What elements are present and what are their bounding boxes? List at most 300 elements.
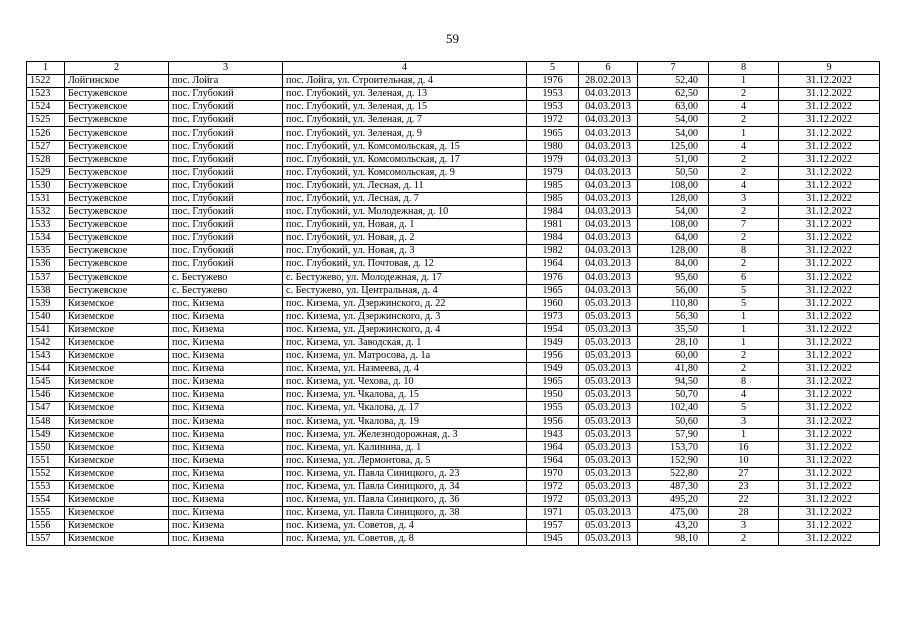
date-cell: 05.03.2013: [579, 415, 638, 428]
table-row: [27, 507, 880, 520]
residents-cell: 3: [709, 192, 779, 205]
deadline-cell: 31.12.2022: [779, 507, 880, 520]
settlement-cell: Бестужевское: [65, 179, 169, 192]
deadline-cell: 31.12.2022: [779, 441, 880, 454]
row-number-cell: 1546: [27, 389, 65, 402]
table-row: [27, 310, 880, 323]
date-cell: 05.03.2013: [579, 336, 638, 349]
year-built-cell: 1943: [527, 428, 579, 441]
table-row: [27, 166, 880, 179]
year-built-cell: 1982: [527, 245, 579, 258]
locality-cell: пос. Глубокий: [169, 245, 283, 258]
year-built-cell: 1976: [527, 271, 579, 284]
residents-cell: 3: [709, 415, 779, 428]
table-row: [27, 206, 880, 219]
area-cell: 125,00: [638, 140, 709, 153]
row-number-cell: 1552: [27, 467, 65, 480]
area-cell: 84,00: [638, 258, 709, 271]
row-number-cell: 1528: [27, 153, 65, 166]
row-number-cell: 1556: [27, 520, 65, 533]
deadline-cell: 31.12.2022: [779, 101, 880, 114]
table-row: [27, 271, 880, 284]
area-cell: 41,80: [638, 363, 709, 376]
date-cell: 28.02.2013: [579, 75, 638, 88]
area-cell: 98,10: [638, 533, 709, 546]
address-cell: пос. Кизема, ул. Дзержинского, д. 3: [283, 310, 527, 323]
row-number-cell: 1539: [27, 297, 65, 310]
column-header: 5: [527, 62, 579, 75]
deadline-cell: 31.12.2022: [779, 481, 880, 494]
locality-cell: пос. Кизема: [169, 428, 283, 441]
area-cell: 57,90: [638, 428, 709, 441]
settlement-cell: Бестужевское: [65, 271, 169, 284]
residents-cell: 2: [709, 206, 779, 219]
deadline-cell: 31.12.2022: [779, 245, 880, 258]
area-cell: 28,10: [638, 336, 709, 349]
locality-cell: пос. Кизема: [169, 389, 283, 402]
column-header: 4: [283, 62, 527, 75]
row-number-cell: 1532: [27, 206, 65, 219]
deadline-cell: 31.12.2022: [779, 350, 880, 363]
row-number-cell: 1524: [27, 101, 65, 114]
date-cell: 05.03.2013: [579, 310, 638, 323]
settlement-cell: Киземское: [65, 376, 169, 389]
table-row: [27, 179, 880, 192]
row-number-cell: 1550: [27, 441, 65, 454]
residents-cell: 1: [709, 323, 779, 336]
year-built-cell: 1960: [527, 297, 579, 310]
locality-cell: пос. Кизема: [169, 336, 283, 349]
locality-cell: пос. Глубокий: [169, 219, 283, 232]
table-row: [27, 467, 880, 480]
area-cell: 128,00: [638, 192, 709, 205]
year-built-cell: 1945: [527, 533, 579, 546]
date-cell: 05.03.2013: [579, 389, 638, 402]
settlement-cell: Бестужевское: [65, 206, 169, 219]
deadline-cell: 31.12.2022: [779, 323, 880, 336]
row-number-cell: 1529: [27, 166, 65, 179]
date-cell: 04.03.2013: [579, 140, 638, 153]
deadline-cell: 31.12.2022: [779, 376, 880, 389]
address-cell: пос. Глубокий, ул. Новая, д. 1: [283, 219, 527, 232]
locality-cell: пос. Глубокий: [169, 232, 283, 245]
table-row: [27, 533, 880, 546]
row-number-cell: 1554: [27, 494, 65, 507]
table-row: [27, 153, 880, 166]
date-cell: 05.03.2013: [579, 323, 638, 336]
year-built-cell: 1980: [527, 140, 579, 153]
residents-cell: 2: [709, 533, 779, 546]
area-cell: 51,00: [638, 153, 709, 166]
date-cell: 04.03.2013: [579, 232, 638, 245]
residents-cell: 4: [709, 140, 779, 153]
row-number-cell: 1544: [27, 363, 65, 376]
row-number-cell: 1526: [27, 127, 65, 140]
row-number-cell: 1551: [27, 454, 65, 467]
table-header-row: [27, 62, 880, 75]
column-header: 7: [638, 62, 709, 75]
area-cell: 475,00: [638, 507, 709, 520]
year-built-cell: 1957: [527, 520, 579, 533]
table-row: [27, 454, 880, 467]
residents-cell: 5: [709, 297, 779, 310]
deadline-cell: 31.12.2022: [779, 75, 880, 88]
row-number-cell: 1540: [27, 310, 65, 323]
locality-cell: пос. Глубокий: [169, 127, 283, 140]
locality-cell: пос. Кизема: [169, 350, 283, 363]
row-number-cell: 1525: [27, 114, 65, 127]
column-header: 1: [27, 62, 65, 75]
row-number-cell: 1543: [27, 350, 65, 363]
address-cell: пос. Кизема, ул. Советов, д. 4: [283, 520, 527, 533]
settlement-cell: Киземское: [65, 297, 169, 310]
row-number-cell: 1555: [27, 507, 65, 520]
year-built-cell: 1976: [527, 75, 579, 88]
table-row: [27, 140, 880, 153]
year-built-cell: 1965: [527, 284, 579, 297]
table-row: [27, 494, 880, 507]
locality-cell: пос. Кизема: [169, 376, 283, 389]
settlement-cell: Киземское: [65, 350, 169, 363]
residents-cell: 4: [709, 389, 779, 402]
area-cell: 52,40: [638, 75, 709, 88]
address-cell: пос. Кизема, ул. Дзержинского, д. 4: [283, 323, 527, 336]
settlement-cell: Бестужевское: [65, 88, 169, 101]
column-header: 6: [579, 62, 638, 75]
table-row: [27, 258, 880, 271]
residents-cell: 22: [709, 494, 779, 507]
area-cell: 152,90: [638, 454, 709, 467]
residents-cell: 1: [709, 310, 779, 323]
date-cell: 04.03.2013: [579, 166, 638, 179]
residents-cell: 16: [709, 441, 779, 454]
locality-cell: пос. Кизема: [169, 520, 283, 533]
date-cell: 04.03.2013: [579, 258, 638, 271]
area-cell: 62,50: [638, 88, 709, 101]
locality-cell: пос. Кизема: [169, 533, 283, 546]
area-cell: 128,00: [638, 245, 709, 258]
locality-cell: пос. Лойга: [169, 75, 283, 88]
table-row: [27, 297, 880, 310]
date-cell: 04.03.2013: [579, 127, 638, 140]
deadline-cell: 31.12.2022: [779, 363, 880, 376]
locality-cell: с. Бестужево: [169, 284, 283, 297]
area-cell: 110,80: [638, 297, 709, 310]
row-number-cell: 1553: [27, 481, 65, 494]
residents-cell: 2: [709, 166, 779, 179]
date-cell: 05.03.2013: [579, 507, 638, 520]
table-row: [27, 402, 880, 415]
address-cell: пос. Глубокий, ул. Зеленая, д. 15: [283, 101, 527, 114]
year-built-cell: 1985: [527, 179, 579, 192]
area-cell: 63,00: [638, 101, 709, 114]
date-cell: 04.03.2013: [579, 192, 638, 205]
locality-cell: пос. Глубокий: [169, 206, 283, 219]
area-cell: 60,00: [638, 350, 709, 363]
deadline-cell: 31.12.2022: [779, 494, 880, 507]
locality-cell: пос. Кизема: [169, 507, 283, 520]
date-cell: 05.03.2013: [579, 520, 638, 533]
date-cell: 05.03.2013: [579, 363, 638, 376]
year-built-cell: 1964: [527, 258, 579, 271]
locality-cell: пос. Глубокий: [169, 258, 283, 271]
residents-cell: 2: [709, 350, 779, 363]
deadline-cell: 31.12.2022: [779, 179, 880, 192]
table-row: [27, 363, 880, 376]
settlement-cell: Бестужевское: [65, 219, 169, 232]
year-built-cell: 1954: [527, 323, 579, 336]
deadline-cell: 31.12.2022: [779, 219, 880, 232]
locality-cell: пос. Глубокий: [169, 140, 283, 153]
locality-cell: пос. Глубокий: [169, 166, 283, 179]
row-number-cell: 1547: [27, 402, 65, 415]
date-cell: 04.03.2013: [579, 219, 638, 232]
year-built-cell: 1984: [527, 232, 579, 245]
area-cell: 56,30: [638, 310, 709, 323]
year-built-cell: 1970: [527, 467, 579, 480]
locality-cell: пос. Кизема: [169, 415, 283, 428]
locality-cell: пос. Кизема: [169, 402, 283, 415]
deadline-cell: 31.12.2022: [779, 297, 880, 310]
residents-cell: 1: [709, 336, 779, 349]
settlement-cell: Бестужевское: [65, 192, 169, 205]
deadline-cell: 31.12.2022: [779, 454, 880, 467]
address-cell: пос. Лойга, ул. Строительная, д. 4: [283, 75, 527, 88]
residents-cell: 2: [709, 153, 779, 166]
year-built-cell: 1979: [527, 166, 579, 179]
column-header: 3: [169, 62, 283, 75]
deadline-cell: 31.12.2022: [779, 166, 880, 179]
date-cell: 04.03.2013: [579, 271, 638, 284]
area-cell: 102,40: [638, 402, 709, 415]
area-cell: 94,50: [638, 376, 709, 389]
year-built-cell: 1964: [527, 454, 579, 467]
date-cell: 04.03.2013: [579, 206, 638, 219]
settlement-cell: Бестужевское: [65, 153, 169, 166]
area-cell: 50,50: [638, 166, 709, 179]
residents-cell: 28: [709, 507, 779, 520]
deadline-cell: 31.12.2022: [779, 336, 880, 349]
year-built-cell: 1953: [527, 101, 579, 114]
table-row: [27, 441, 880, 454]
table-body: [27, 62, 880, 546]
address-cell: пос. Кизема, ул. Матросова, д. 1а: [283, 350, 527, 363]
locality-cell: пос. Кизема: [169, 297, 283, 310]
year-built-cell: 1971: [527, 507, 579, 520]
settlement-cell: Киземское: [65, 533, 169, 546]
year-built-cell: 1953: [527, 88, 579, 101]
address-cell: пос. Кизема, ул. Железнодорожная, д. 3: [283, 428, 527, 441]
residents-cell: 5: [709, 402, 779, 415]
deadline-cell: 31.12.2022: [779, 402, 880, 415]
row-number-cell: 1534: [27, 232, 65, 245]
row-number-cell: 1530: [27, 179, 65, 192]
deadline-cell: 31.12.2022: [779, 140, 880, 153]
area-cell: 54,00: [638, 206, 709, 219]
settlement-cell: Киземское: [65, 363, 169, 376]
year-built-cell: 1973: [527, 310, 579, 323]
table-row: [27, 336, 880, 349]
settlement-cell: Киземское: [65, 402, 169, 415]
deadline-cell: 31.12.2022: [779, 114, 880, 127]
area-cell: 522,80: [638, 467, 709, 480]
locality-cell: пос. Кизема: [169, 363, 283, 376]
area-cell: 54,00: [638, 114, 709, 127]
settlement-cell: Киземское: [65, 441, 169, 454]
area-cell: 50,60: [638, 415, 709, 428]
deadline-cell: 31.12.2022: [779, 206, 880, 219]
settlement-cell: Лойгинское: [65, 75, 169, 88]
settlement-cell: Киземское: [65, 415, 169, 428]
table-row: [27, 389, 880, 402]
deadline-cell: 31.12.2022: [779, 88, 880, 101]
area-cell: 43,20: [638, 520, 709, 533]
year-built-cell: 1956: [527, 415, 579, 428]
page-number: 59: [446, 31, 459, 46]
address-cell: пос. Кизема, ул. Павла Синицкого, д. 34: [283, 481, 527, 494]
year-built-cell: 1972: [527, 494, 579, 507]
area-cell: 495,20: [638, 494, 709, 507]
settlement-cell: Бестужевское: [65, 127, 169, 140]
locality-cell: пос. Кизема: [169, 481, 283, 494]
deadline-cell: 31.12.2022: [779, 428, 880, 441]
date-cell: 05.03.2013: [579, 454, 638, 467]
area-cell: 487,30: [638, 481, 709, 494]
settlement-cell: Киземское: [65, 454, 169, 467]
row-number-cell: 1531: [27, 192, 65, 205]
table-row: [27, 481, 880, 494]
settlement-cell: Бестужевское: [65, 245, 169, 258]
date-cell: 05.03.2013: [579, 494, 638, 507]
locality-cell: пос. Глубокий: [169, 153, 283, 166]
locality-cell: пос. Кизема: [169, 323, 283, 336]
table-row: [27, 350, 880, 363]
locality-cell: пос. Глубокий: [169, 101, 283, 114]
table-row: [27, 232, 880, 245]
table-row: [27, 219, 880, 232]
year-built-cell: 1965: [527, 127, 579, 140]
residents-cell: 10: [709, 454, 779, 467]
address-cell: пос. Глубокий, ул. Лесная, д. 11: [283, 179, 527, 192]
table-row: [27, 428, 880, 441]
area-cell: 64,00: [638, 232, 709, 245]
settlement-cell: Киземское: [65, 428, 169, 441]
address-cell: пос. Глубокий, ул. Зеленая, д. 7: [283, 114, 527, 127]
deadline-cell: 31.12.2022: [779, 127, 880, 140]
settlement-cell: Киземское: [65, 310, 169, 323]
settlement-cell: Киземское: [65, 520, 169, 533]
locality-cell: пос. Кизема: [169, 467, 283, 480]
area-cell: 108,00: [638, 219, 709, 232]
column-header: 9: [779, 62, 880, 75]
locality-cell: пос. Кизема: [169, 454, 283, 467]
residents-cell: 1: [709, 127, 779, 140]
area-cell: 35,50: [638, 323, 709, 336]
date-cell: 04.03.2013: [579, 101, 638, 114]
residents-cell: 2: [709, 232, 779, 245]
date-cell: 04.03.2013: [579, 284, 638, 297]
address-cell: пос. Кизема, ул. Советов, д. 8: [283, 533, 527, 546]
year-built-cell: 1955: [527, 402, 579, 415]
row-number-cell: 1545: [27, 376, 65, 389]
deadline-cell: 31.12.2022: [779, 258, 880, 271]
deadline-cell: 31.12.2022: [779, 153, 880, 166]
table-row: [27, 101, 880, 114]
table-row: [27, 245, 880, 258]
year-built-cell: 1956: [527, 350, 579, 363]
address-cell: пос. Глубокий, ул. Зеленая, д. 13: [283, 88, 527, 101]
row-number-cell: 1533: [27, 219, 65, 232]
residents-cell: 4: [709, 179, 779, 192]
year-built-cell: 1981: [527, 219, 579, 232]
settlement-cell: Бестужевское: [65, 232, 169, 245]
deadline-cell: 31.12.2022: [779, 310, 880, 323]
column-header: 8: [709, 62, 779, 75]
locality-cell: с. Бестужево: [169, 271, 283, 284]
row-number-cell: 1536: [27, 258, 65, 271]
address-cell: пос. Кизема, ул. Чкалова, д. 15: [283, 389, 527, 402]
residents-cell: 5: [709, 284, 779, 297]
date-cell: 04.03.2013: [579, 153, 638, 166]
residents-cell: 3: [709, 520, 779, 533]
row-number-cell: 1549: [27, 428, 65, 441]
table-row: [27, 376, 880, 389]
table-row: [27, 75, 880, 88]
table-row: [27, 520, 880, 533]
address-cell: пос. Кизема, ул. Назмеева, д. 4: [283, 363, 527, 376]
table-row: [27, 127, 880, 140]
date-cell: 05.03.2013: [579, 350, 638, 363]
settlement-cell: Киземское: [65, 494, 169, 507]
row-number-cell: 1527: [27, 140, 65, 153]
year-built-cell: 1979: [527, 153, 579, 166]
year-built-cell: 1972: [527, 481, 579, 494]
residents-cell: 7: [709, 219, 779, 232]
year-built-cell: 1950: [527, 389, 579, 402]
table-row: [27, 415, 880, 428]
address-cell: пос. Кизема, ул. Дзержинского, д. 22: [283, 297, 527, 310]
date-cell: 05.03.2013: [579, 297, 638, 310]
date-cell: 04.03.2013: [579, 88, 638, 101]
address-cell: пос. Кизема, ул. Лермонтова, д. 5: [283, 454, 527, 467]
locality-cell: пос. Глубокий: [169, 88, 283, 101]
row-number-cell: 1535: [27, 245, 65, 258]
address-cell: с. Бестужево, ул. Центральная, д. 4: [283, 284, 527, 297]
row-number-cell: 1522: [27, 75, 65, 88]
address-cell: пос. Кизема, ул. Павла Синицкого, д. 36: [283, 494, 527, 507]
date-cell: 05.03.2013: [579, 467, 638, 480]
date-cell: 04.03.2013: [579, 245, 638, 258]
column-header: 2: [65, 62, 169, 75]
locality-cell: пос. Глубокий: [169, 179, 283, 192]
address-cell: пос. Кизема, ул. Чкалова, д. 19: [283, 415, 527, 428]
residents-cell: 1: [709, 428, 779, 441]
address-cell: пос. Кизема, ул. Чехова, д. 10: [283, 376, 527, 389]
locality-cell: пос. Кизема: [169, 441, 283, 454]
settlement-cell: Киземское: [65, 467, 169, 480]
settlement-cell: Киземское: [65, 481, 169, 494]
area-cell: 108,00: [638, 179, 709, 192]
row-number-cell: 1537: [27, 271, 65, 284]
year-built-cell: 1949: [527, 336, 579, 349]
settlement-cell: Киземское: [65, 336, 169, 349]
table-row: [27, 192, 880, 205]
year-built-cell: 1985: [527, 192, 579, 205]
locality-cell: пос. Кизема: [169, 310, 283, 323]
deadline-cell: 31.12.2022: [779, 533, 880, 546]
row-number-cell: 1548: [27, 415, 65, 428]
row-number-cell: 1523: [27, 88, 65, 101]
